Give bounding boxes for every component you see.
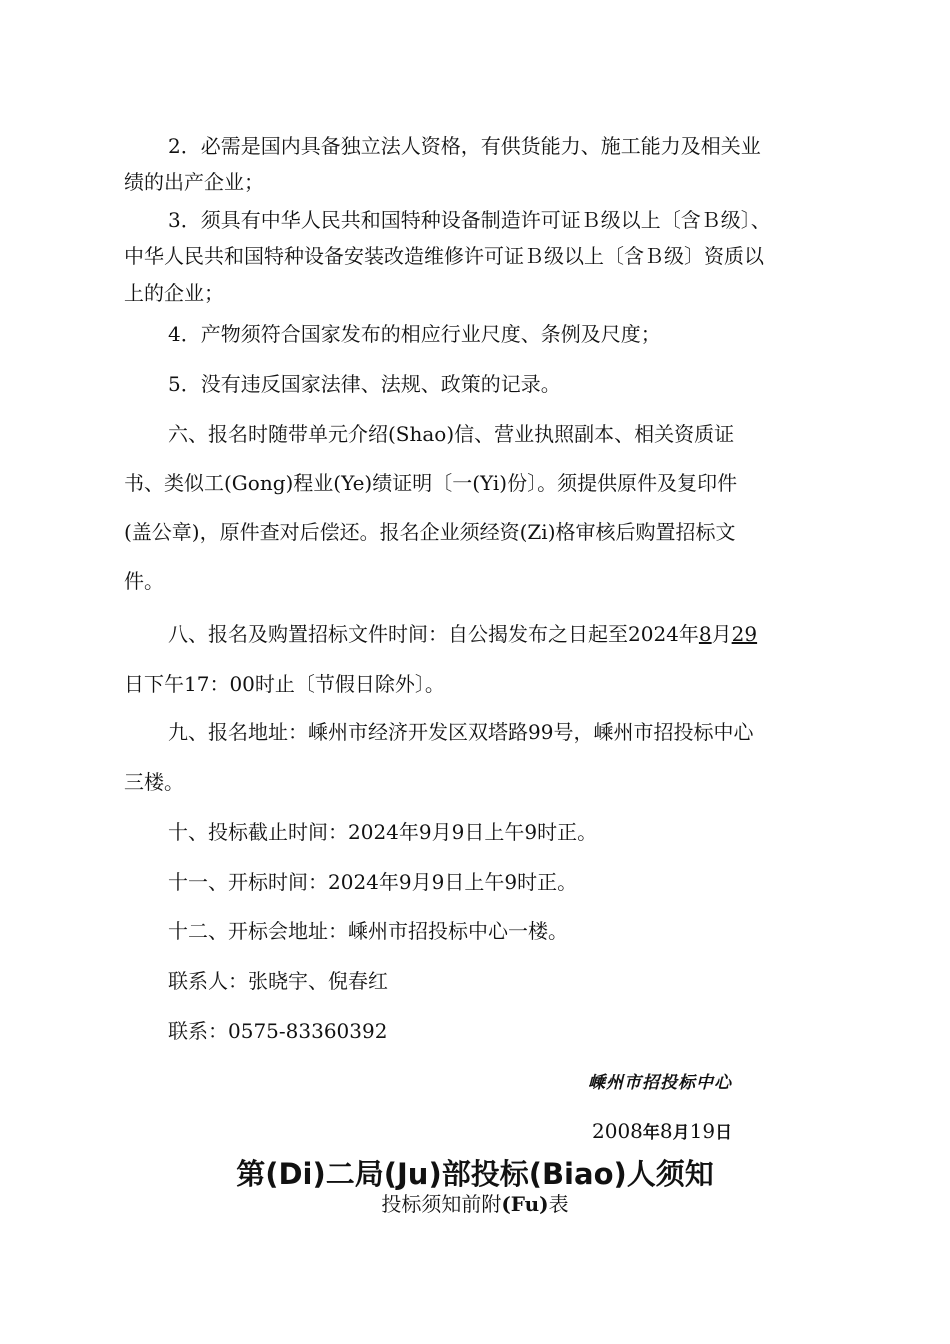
requirement-4: 4．产物须符合国家发布的相应行业尺度、条例及尺度； <box>168 322 661 346</box>
contact-phone: 联系：0575-83360392 <box>168 1019 388 1043</box>
subtitle-text-b: (Fu) <box>501 1192 549 1216</box>
issue-date <box>592 1118 732 1143</box>
requirement-5: 5．没有违反国家法律、法规、政策的记录。 <box>168 372 561 396</box>
section-6-line-3: (盖公章)，原件查对后偿还。报名企业须经资(Zi)格审核后购置招标文 <box>124 520 736 544</box>
section-6-line-1: 六、报名时随带单元介绍(Shao)信、营业执照副本、相关资质证 <box>168 422 735 446</box>
requirement-3-line-3: 上的企业； <box>124 281 224 305</box>
requirement-3-line-2: 中华人民共和国特种设备安装改造维修许可证Ｂ级以上〔含Ｂ级〕资质以 <box>124 244 764 268</box>
section-10: 十、投标截止时间：2024年9月9日上午9时正。 <box>168 820 598 844</box>
subtitle-text-a: 投标须知前附 <box>381 1192 502 1216</box>
issue-day: 19 <box>689 1119 716 1143</box>
requirement-2-line-1: 2．必需是国内具备独立法人资格，有供货能力、施工能力及相关业 <box>168 134 761 158</box>
deadline-day: 29 <box>731 622 758 646</box>
section-6-line-4: 件。 <box>124 569 164 593</box>
contact-person: 联系人：张晓宇、倪春红 <box>168 969 388 993</box>
day-unit: 日 <box>715 1123 733 1143</box>
month-unit: 月 <box>711 622 732 646</box>
deadline-month: 8 <box>698 622 712 646</box>
chapter-title: 第(Di)二局(Ju)部投标(Biao)人须知 <box>236 1157 714 1191</box>
section-8-text: 八、报名及购置招标文件时间：自公揭发布之日起至2024年 <box>168 622 699 646</box>
section-8-line-1 <box>168 620 757 648</box>
section-6-line-2: 书、类似工(Gong)程业(Ye)绩证明〔一(Yi)份〕。须提供原件及复印件 <box>124 471 738 495</box>
section-9-line-2: 三楼。 <box>124 770 184 794</box>
requirement-3-line-1: 3．须具有中华人民共和国特种设备制造许可证Ｂ级以上〔含Ｂ级〕、 <box>168 208 771 232</box>
section-9-line-1: 九、报名地址：嵊州市经济开发区双塔路99号，嵊州市招投标中心 <box>168 720 754 744</box>
issue-month: 8 <box>659 1119 673 1143</box>
month-unit-label: 月 <box>672 1123 690 1143</box>
section-8-line-2: 日下午17：00时止〔节假日除外〕。 <box>124 672 445 696</box>
issuer-name: 嵊州市招投标中心 <box>588 1073 732 1093</box>
issue-year: 2008 <box>592 1119 643 1143</box>
section-11: 十一、开标时间：2024年9月9日上午9时正。 <box>168 870 578 894</box>
requirement-2-line-2: 绩的出产企业； <box>124 170 264 194</box>
chapter-subtitle <box>0 1188 950 1217</box>
subtitle-text-c: 表 <box>548 1192 569 1216</box>
year-unit: 年 <box>642 1123 660 1143</box>
section-12: 十二、开标会地址：嵊州市招投标中心一楼。 <box>168 919 568 943</box>
